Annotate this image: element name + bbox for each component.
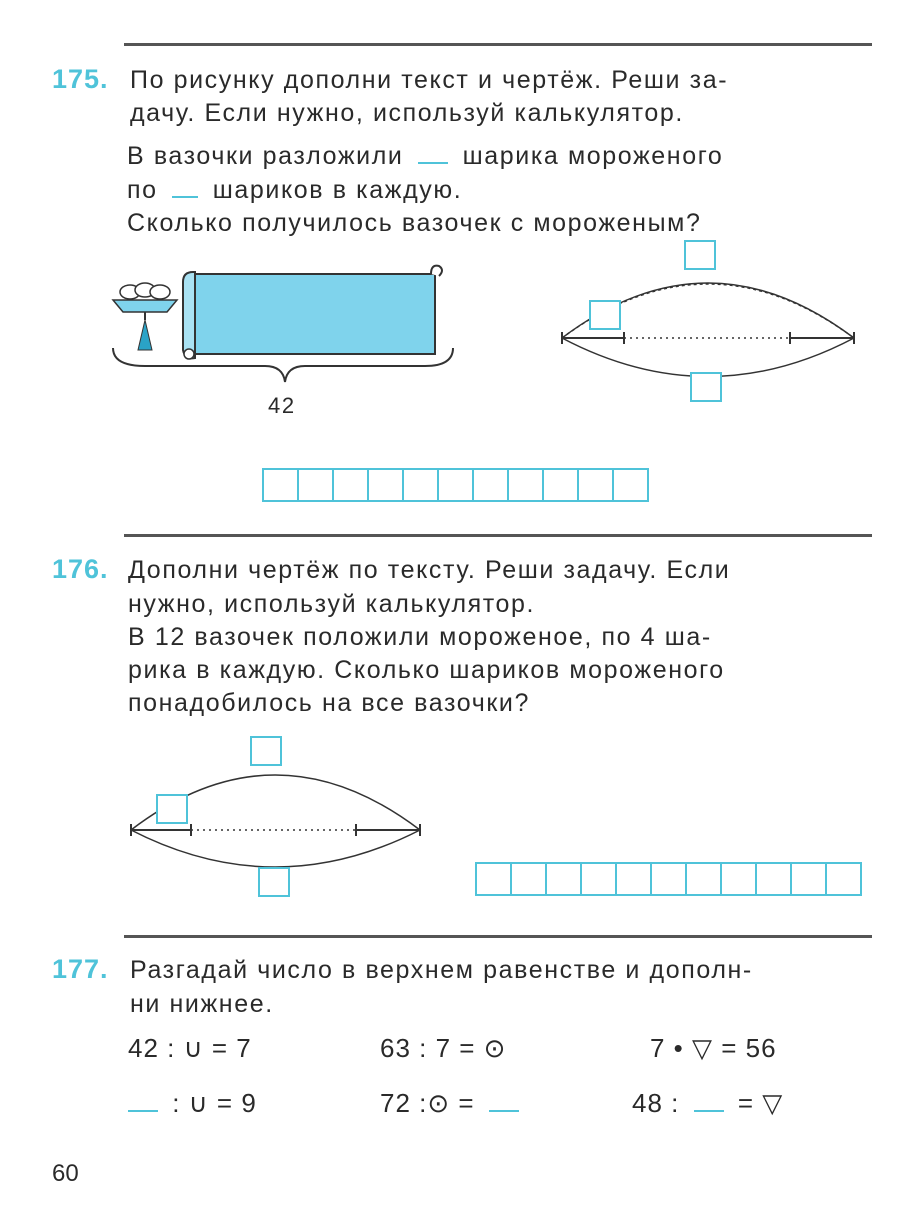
- task-175-instruction-line1: По рисунку дополни текст и чертёж. Реши за-: [130, 66, 729, 94]
- task-175-instruction-line2: дачу. Если нужно, используй калькулятор.: [130, 99, 684, 127]
- ice-cream-bowl-icon: [113, 283, 177, 350]
- answer-cell[interactable]: [790, 862, 827, 896]
- task-177-line2: ни нижнее.: [130, 990, 274, 1018]
- task-176-line1: Дополни чертёж по тексту. Реши задачу. Если: [128, 556, 731, 584]
- answer-box-bottom[interactable]: [258, 867, 290, 897]
- task-176-line4: рика в каждую. Сколько шариков мороженого: [128, 656, 725, 684]
- section-divider-177: [124, 935, 872, 938]
- task-175-question: Сколько получилось вазочек с мороженым?: [127, 209, 702, 237]
- answer-blank[interactable]: [418, 142, 448, 164]
- equation-6: [632, 1088, 783, 1119]
- answer-cell[interactable]: [577, 468, 614, 502]
- answer-cell[interactable]: [437, 468, 474, 502]
- equation-1: 42 : ∪ = 7: [128, 1033, 252, 1063]
- answer-box-bottom[interactable]: [690, 372, 722, 402]
- answer-box-part[interactable]: [589, 300, 621, 330]
- task-176-line3: В 12 вазочек положили мороженое, по 4 ша-: [128, 623, 712, 651]
- text-fragment: В вазочки разложили: [127, 142, 404, 170]
- answer-blank[interactable]: [489, 1090, 519, 1112]
- answer-cell[interactable]: [332, 468, 369, 502]
- equation-fragment: 48 :: [632, 1088, 680, 1118]
- task-number-175: 175.: [52, 64, 109, 94]
- answer-cell[interactable]: [545, 862, 582, 896]
- task-number-177: 177.: [52, 954, 109, 984]
- answer-cell[interactable]: [262, 468, 299, 502]
- task-175-text-line2: [127, 174, 462, 206]
- answer-cell[interactable]: [720, 862, 757, 896]
- task-175-text-line1: [127, 140, 723, 172]
- answer-blank[interactable]: [172, 176, 198, 198]
- answer-cells-176[interactable]: [475, 862, 862, 896]
- answer-cells-175[interactable]: [262, 468, 649, 502]
- answer-cell[interactable]: [402, 468, 439, 502]
- text-fragment: по: [127, 176, 158, 204]
- equation-2: 63 : 7 = ⊙: [380, 1033, 507, 1063]
- answer-cell[interactable]: [825, 862, 862, 896]
- answer-cell[interactable]: [580, 862, 617, 896]
- answer-cell[interactable]: [507, 468, 544, 502]
- section-divider-176: [124, 534, 872, 537]
- answer-cell[interactable]: [297, 468, 334, 502]
- answer-cell[interactable]: [755, 862, 792, 896]
- equation-fragment: : ∪ = 9: [172, 1088, 257, 1118]
- answer-cell[interactable]: [685, 862, 722, 896]
- equation-fragment: = ▽: [737, 1088, 784, 1118]
- answer-cell[interactable]: [542, 468, 579, 502]
- equation-4: [128, 1088, 257, 1119]
- answer-cell[interactable]: [612, 468, 649, 502]
- answer-cell[interactable]: [650, 862, 687, 896]
- answer-cell[interactable]: [510, 862, 547, 896]
- answer-cell[interactable]: [367, 468, 404, 502]
- answer-cell[interactable]: [475, 862, 512, 896]
- task-number-176: 176.: [52, 554, 109, 584]
- equation-5: [380, 1088, 525, 1119]
- text-fragment: шариков в каждую.: [212, 176, 463, 204]
- equation-3: 7 • ▽ = 56: [650, 1033, 777, 1063]
- brace-label: 42: [268, 393, 296, 418]
- section-divider-175: [124, 43, 872, 46]
- answer-blank[interactable]: [128, 1090, 158, 1112]
- answer-box-top[interactable]: [250, 736, 282, 766]
- answer-box-top[interactable]: [684, 240, 716, 270]
- task-176-line5: понадобилось на все вазочки?: [128, 689, 530, 717]
- answer-blank[interactable]: [694, 1090, 724, 1112]
- answer-cell[interactable]: [615, 862, 652, 896]
- text-fragment: шарика мороженого: [462, 142, 724, 170]
- scroll-icon: [183, 266, 442, 359]
- page-number: 60: [52, 1160, 79, 1187]
- answer-box-part[interactable]: [156, 794, 188, 824]
- task-177-line1: Разгадай число в верхнем равенстве и дополн-: [130, 956, 753, 984]
- task-176-line2: нужно, используй калькулятор.: [128, 590, 536, 618]
- equation-fragment: 72 :⊙ =: [380, 1088, 475, 1118]
- answer-cell[interactable]: [472, 468, 509, 502]
